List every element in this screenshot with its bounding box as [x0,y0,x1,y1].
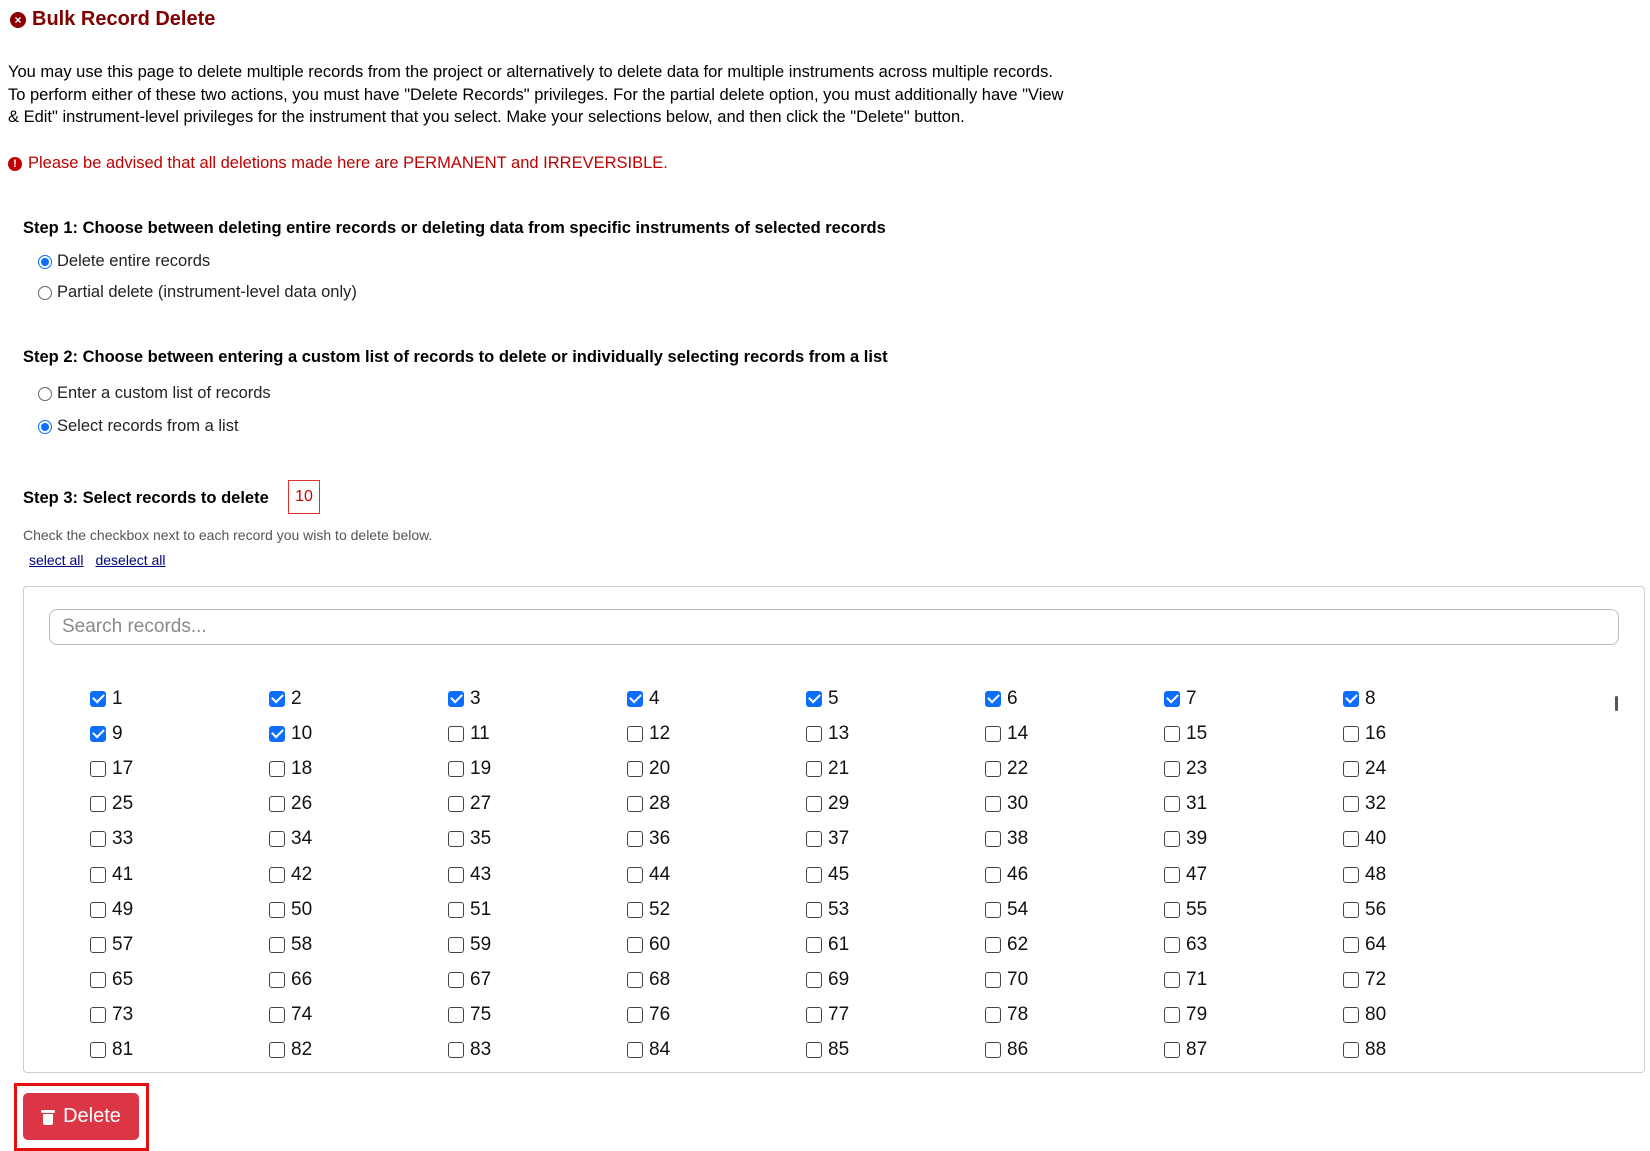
record-checkbox[interactable] [90,726,106,742]
record-item[interactable] [985,681,1164,716]
record-checkbox[interactable] [448,902,464,918]
record-label: 5 [828,687,839,709]
record-checkbox[interactable] [1343,726,1359,742]
record-label: 78 [1007,1004,1029,1026]
record-checkbox[interactable] [806,691,822,707]
record-checkbox[interactable] [1164,937,1180,953]
record-label: 31 [1186,793,1208,815]
record-label: 20 [649,757,671,779]
record-checkbox[interactable] [627,691,643,707]
record-item[interactable] [806,822,985,857]
record-label: 53 [828,898,850,920]
record-checkbox[interactable] [269,761,285,777]
record-item[interactable] [448,927,627,962]
record-item[interactable] [985,892,1164,927]
record-label: 12 [649,722,671,744]
record-label: 32 [1365,793,1387,815]
record-item[interactable] [269,857,448,892]
record-item[interactable] [448,963,627,998]
record-checkbox[interactable] [448,1007,464,1023]
selected-count-badge: 10 [288,480,320,514]
record-checkbox[interactable] [90,1007,106,1023]
record-item[interactable] [90,963,269,998]
record-checkbox[interactable] [448,937,464,953]
record-label: 86 [1007,1039,1029,1061]
record-checkbox[interactable] [448,1042,464,1058]
record-item[interactable] [627,963,806,998]
record-item[interactable] [1164,963,1343,998]
record-label: 35 [470,828,492,850]
record-checkbox[interactable] [90,796,106,812]
record-checkbox[interactable] [627,937,643,953]
radio-button[interactable] [38,420,52,434]
radio-label: Select records from a list [57,417,239,435]
record-item[interactable] [1343,892,1522,927]
record-label: 27 [470,793,492,815]
record-checkbox[interactable] [1164,761,1180,777]
record-label: 58 [291,933,313,955]
record-item[interactable] [448,787,627,822]
record-item[interactable] [90,892,269,927]
record-item[interactable] [627,1033,806,1068]
record-checkbox[interactable] [627,972,643,988]
record-item[interactable] [448,822,627,857]
record-checkbox[interactable] [806,831,822,847]
record-checkbox[interactable] [1164,831,1180,847]
record-item[interactable] [269,927,448,962]
record-item[interactable] [627,822,806,857]
record-item[interactable] [448,751,627,786]
record-item[interactable] [448,998,627,1033]
record-checkbox[interactable] [269,867,285,883]
record-checkbox[interactable] [1164,1007,1180,1023]
record-checkbox[interactable] [1164,867,1180,883]
record-item[interactable] [90,857,269,892]
intro-text: You may use this page to delete multiple records from the project or alternatively to delete data for multiple instruments across multiple records. To perform either of these two actions, you must have "Delete Records" privileges. For the partial delete option, you must additionally have "View & Edit" instrument-level privileges for the instrument that you select. Make your selections below, and then click the "Delete" button. [8,63,1064,126]
record-label: 61 [828,933,850,955]
record-item[interactable] [1343,1033,1522,1068]
record-checkbox[interactable] [1343,796,1359,812]
record-label: 43 [470,863,492,885]
record-checkbox[interactable] [448,867,464,883]
record-item[interactable] [269,822,448,857]
scrollbar-thumb[interactable] [1615,696,1618,711]
record-label: 6 [1007,687,1018,709]
record-checkbox[interactable] [1343,1042,1359,1058]
record-checkbox[interactable] [269,1042,285,1058]
record-item[interactable] [1164,751,1343,786]
record-label: 74 [291,1004,313,1026]
record-checkbox[interactable] [269,1007,285,1023]
record-label: 67 [470,969,492,991]
record-checkbox[interactable] [1343,902,1359,918]
record-label: 45 [828,863,850,885]
radio-delete-entire-records[interactable] [38,252,210,271]
record-label: 87 [1186,1039,1208,1061]
record-checkbox[interactable] [627,761,643,777]
page-title [10,8,215,31]
record-checkbox[interactable] [627,902,643,918]
record-label: 56 [1365,898,1387,920]
record-item[interactable] [985,857,1164,892]
record-item[interactable] [627,857,806,892]
record-checkbox[interactable] [806,1007,822,1023]
record-label: 11 [470,722,490,744]
record-checkbox[interactable] [627,726,643,742]
delete-circle-icon: × [10,12,26,28]
record-label: 40 [1365,828,1387,850]
record-checkbox[interactable] [269,831,285,847]
record-label: 60 [649,933,671,955]
warning-text: Please be advised that all deletions made here are PERMANENT and IRREVERSIBLE. [28,154,668,172]
record-checkbox[interactable] [806,796,822,812]
record-checkbox[interactable] [985,691,1001,707]
record-label: 51 [470,898,492,920]
record-item[interactable] [1343,963,1522,998]
record-label: 33 [112,828,134,850]
record-item[interactable] [1343,857,1522,892]
record-checkbox[interactable] [90,831,106,847]
record-label: 19 [470,757,492,779]
record-item[interactable] [1343,681,1522,716]
record-label: 76 [649,1004,671,1026]
record-item[interactable] [1164,787,1343,822]
record-label: 84 [649,1039,671,1061]
record-item[interactable] [269,998,448,1033]
record-item[interactable] [1164,716,1343,751]
record-label: 54 [1007,898,1029,920]
record-label: 9 [112,722,123,744]
record-checkbox[interactable] [627,831,643,847]
record-label: 66 [291,969,313,991]
record-label: 65 [112,969,134,991]
record-item[interactable] [269,1033,448,1068]
record-item[interactable] [448,681,627,716]
radio-button[interactable] [38,255,52,269]
radio-select-from-list[interactable] [38,417,239,436]
record-item[interactable] [90,998,269,1033]
record-item[interactable] [627,681,806,716]
record-checkbox[interactable] [985,726,1001,742]
record-label: 38 [1007,828,1029,850]
record-item[interactable] [448,1033,627,1068]
record-label: 24 [1365,757,1387,779]
record-checkbox[interactable] [448,691,464,707]
record-checkbox[interactable] [90,691,106,707]
record-item[interactable] [90,927,269,962]
record-item[interactable] [1164,681,1343,716]
record-label: 10 [291,722,313,744]
record-item[interactable] [985,963,1164,998]
record-checkbox[interactable] [90,867,106,883]
permanent-warning [8,154,668,173]
radio-label: Enter a custom list of records [57,384,271,402]
record-label: 64 [1365,933,1387,955]
record-label: 44 [649,863,671,885]
record-checkbox[interactable] [1164,691,1180,707]
record-checkbox[interactable] [1164,902,1180,918]
record-checkbox[interactable] [627,1007,643,1023]
record-checkbox[interactable] [269,937,285,953]
record-label: 46 [1007,863,1029,885]
record-label: 36 [649,828,671,850]
record-checkbox[interactable] [627,796,643,812]
record-label: 25 [112,793,134,815]
record-checkbox[interactable] [806,1042,822,1058]
records-panel [23,586,1645,1073]
record-checkbox[interactable] [269,726,285,742]
record-label: 16 [1365,722,1387,744]
step1-title: Step 1: Choose between deleting entire records or deleting data from specific instruments of selected records [23,219,886,237]
record-label: 23 [1186,757,1208,779]
record-checkbox[interactable] [90,972,106,988]
record-item[interactable] [448,716,627,751]
record-item[interactable] [269,963,448,998]
record-checkbox[interactable] [448,726,464,742]
record-label: 52 [649,898,671,920]
record-item[interactable] [806,927,985,962]
record-checkbox[interactable] [1343,1007,1359,1023]
record-item[interactable] [1343,998,1522,1033]
record-item[interactable] [806,751,985,786]
record-checkbox[interactable] [806,972,822,988]
page-title-text: Bulk Record Delete [32,8,216,30]
search-records-input[interactable] [49,609,1619,645]
record-checkbox[interactable] [806,937,822,953]
record-checkbox[interactable] [1343,691,1359,707]
records-grid [90,681,1522,1068]
record-label: 13 [828,722,850,744]
record-item[interactable] [1164,857,1343,892]
record-label: 48 [1365,863,1387,885]
record-label: 7 [1186,687,1197,709]
record-label: 37 [828,828,850,850]
record-checkbox[interactable] [1343,972,1359,988]
record-label: 49 [112,898,134,920]
record-item[interactable] [448,857,627,892]
record-item[interactable] [806,998,985,1033]
record-item[interactable] [90,681,269,716]
record-label: 80 [1365,1004,1387,1026]
record-item[interactable] [1164,892,1343,927]
record-checkbox[interactable] [1164,1042,1180,1058]
record-checkbox[interactable] [985,831,1001,847]
record-checkbox[interactable] [269,691,285,707]
record-item[interactable] [985,1033,1164,1068]
record-label: 47 [1186,863,1208,885]
record-item[interactable] [1164,1033,1343,1068]
record-label: 57 [112,933,134,955]
record-label: 79 [1186,1004,1208,1026]
record-label: 88 [1365,1039,1387,1061]
record-label: 34 [291,828,313,850]
record-label: 77 [828,1004,850,1026]
record-label: 68 [649,969,671,991]
record-item[interactable] [90,751,269,786]
record-item[interactable] [627,716,806,751]
record-checkbox[interactable] [806,867,822,883]
record-label: 82 [291,1039,313,1061]
record-label: 55 [1186,898,1208,920]
record-item[interactable] [1343,751,1522,786]
record-item[interactable] [985,751,1164,786]
record-checkbox[interactable] [448,796,464,812]
radio-label: Delete entire records [57,252,211,270]
record-item[interactable] [806,787,985,822]
record-label: 30 [1007,793,1029,815]
record-item[interactable] [1343,927,1522,962]
record-item[interactable] [448,892,627,927]
record-item[interactable] [806,857,985,892]
record-label: 69 [828,969,850,991]
record-checkbox[interactable] [269,972,285,988]
record-item[interactable] [269,787,448,822]
radio-button[interactable] [38,286,52,300]
exclamation-circle-icon: ! [8,157,22,171]
radio-partial-delete[interactable] [38,283,357,302]
record-item[interactable] [627,787,806,822]
record-item[interactable] [627,751,806,786]
record-item[interactable] [1164,927,1343,962]
record-item[interactable] [90,1033,269,1068]
record-item[interactable] [985,927,1164,962]
record-checkbox[interactable] [985,867,1001,883]
record-label: 1 [112,687,123,709]
record-checkbox[interactable] [806,761,822,777]
record-checkbox[interactable] [627,867,643,883]
delete-button-label: Delete [63,1105,121,1127]
record-label: 29 [828,793,850,815]
record-checkbox[interactable] [1343,937,1359,953]
record-item[interactable] [1343,822,1522,857]
record-item[interactable] [985,716,1164,751]
record-checkbox[interactable] [1343,831,1359,847]
record-label: 83 [470,1039,492,1061]
record-item[interactable] [1343,787,1522,822]
record-item[interactable] [269,716,448,751]
record-label: 3 [470,687,481,709]
record-item[interactable] [806,963,985,998]
radio-button[interactable] [38,387,52,401]
record-item[interactable] [985,787,1164,822]
record-label: 73 [112,1004,134,1026]
record-checkbox[interactable] [90,761,106,777]
record-item[interactable] [627,927,806,962]
record-checkbox[interactable] [627,1042,643,1058]
record-checkbox[interactable] [1343,867,1359,883]
record-label: 41 [112,863,134,885]
record-checkbox[interactable] [985,761,1001,777]
record-item[interactable] [1164,822,1343,857]
record-label: 4 [649,687,660,709]
record-item[interactable] [269,892,448,927]
record-checkbox[interactable] [985,1042,1001,1058]
record-checkbox[interactable] [985,937,1001,953]
record-label: 50 [291,898,313,920]
select-all-link[interactable]: select all [29,552,84,568]
record-checkbox[interactable] [448,761,464,777]
record-item[interactable] [269,681,448,716]
delete-button[interactable] [23,1093,139,1140]
record-item[interactable] [269,751,448,786]
record-item[interactable] [90,787,269,822]
record-label: 85 [828,1039,850,1061]
record-item[interactable] [806,1033,985,1068]
record-label: 63 [1186,933,1208,955]
record-checkbox[interactable] [448,831,464,847]
record-label: 18 [291,757,313,779]
record-label: 15 [1186,722,1208,744]
record-item[interactable] [806,681,985,716]
record-item[interactable] [1164,998,1343,1033]
record-item[interactable] [1343,716,1522,751]
record-checkbox[interactable] [1343,761,1359,777]
record-label: 62 [1007,933,1029,955]
record-checkbox[interactable] [90,1042,106,1058]
selection-links [29,552,166,568]
record-checkbox[interactable] [1164,726,1180,742]
record-item[interactable] [806,716,985,751]
record-label: 2 [291,687,302,709]
record-label: 75 [470,1004,492,1026]
record-label: 8 [1365,687,1376,709]
record-label: 21 [828,757,850,779]
radio-custom-list[interactable] [38,384,271,403]
record-label: 39 [1186,828,1208,850]
record-item[interactable] [806,892,985,927]
record-checkbox[interactable] [90,937,106,953]
record-label: 72 [1365,969,1387,991]
record-item[interactable] [627,892,806,927]
record-item[interactable] [90,716,269,751]
record-label: 28 [649,793,671,815]
step3-hint: Check the checkbox next to each record you wish to delete below. [23,527,433,543]
record-checkbox[interactable] [985,902,1001,918]
record-label: 59 [470,933,492,955]
deselect-all-link[interactable]: deselect all [95,552,166,568]
record-item[interactable] [90,822,269,857]
record-checkbox[interactable] [90,902,106,918]
trash-icon [41,1109,55,1125]
record-label: 42 [291,863,313,885]
record-item[interactable] [985,998,1164,1033]
record-checkbox[interactable] [985,796,1001,812]
record-checkbox[interactable] [448,972,464,988]
record-label: 14 [1007,722,1029,744]
record-label: 26 [291,793,313,815]
record-label: 22 [1007,757,1029,779]
record-checkbox[interactable] [806,902,822,918]
record-label: 71 [1186,969,1208,991]
record-checkbox[interactable] [1164,972,1180,988]
record-checkbox[interactable] [1164,796,1180,812]
record-checkbox[interactable] [985,1007,1001,1023]
record-checkbox[interactable] [985,972,1001,988]
record-checkbox[interactable] [269,796,285,812]
record-label: 17 [112,757,134,779]
record-checkbox[interactable] [806,726,822,742]
record-item[interactable] [985,822,1164,857]
record-label: 70 [1007,969,1029,991]
record-item[interactable] [627,998,806,1033]
record-checkbox[interactable] [269,902,285,918]
step2-title: Step 2: Choose between entering a custom list of records to delete or individually selecting records from a list [23,348,888,366]
radio-label: Partial delete (instrument-level data only) [57,283,357,301]
step3-title: Step 3: Select records to delete [23,489,269,507]
record-label: 81 [112,1039,134,1061]
